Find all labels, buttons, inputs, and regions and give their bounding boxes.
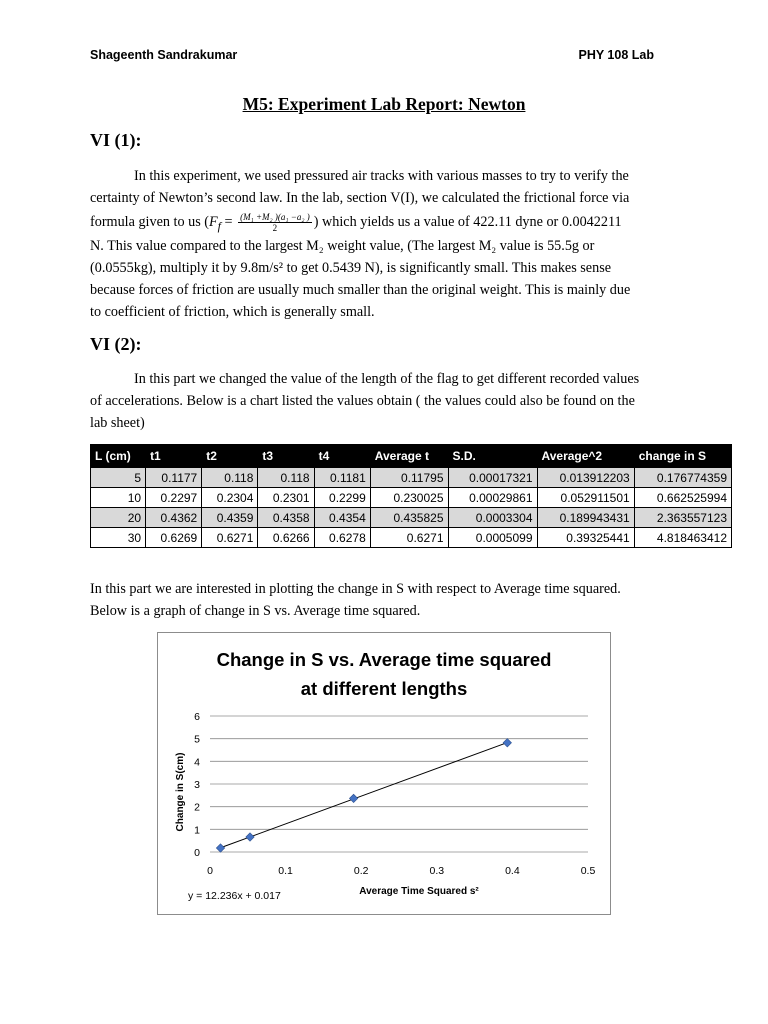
table-row xyxy=(91,488,732,508)
column-header: S.D. xyxy=(448,445,537,468)
y-tick-label: 0 xyxy=(194,847,200,859)
table-cell: 0.4362 xyxy=(146,508,202,528)
table-cell: 0.6278 xyxy=(314,528,370,548)
trendline xyxy=(221,743,508,848)
table-cell: 0.013912203 xyxy=(537,468,634,488)
column-header: t2 xyxy=(202,445,258,468)
y-tick-label: 5 xyxy=(194,733,200,746)
table-cell: 0.435825 xyxy=(370,508,448,528)
chart-title: Change in S vs. Average time squared xyxy=(216,649,552,670)
table-cell: 0.662525994 xyxy=(634,488,731,508)
section2-line: In this part we changed the value of the length of the flag to get different recorded values xyxy=(134,371,640,387)
chart-svg xyxy=(158,633,610,914)
x-tick-label: 0.5 xyxy=(580,865,596,877)
x-tick-label: 0.3 xyxy=(429,865,445,877)
y-tick-label: 6 xyxy=(194,711,200,723)
table-cell: 20 xyxy=(91,508,146,528)
table-row xyxy=(91,508,732,528)
timing-data-table xyxy=(90,444,732,548)
table-cell: 0.6269 xyxy=(146,528,202,548)
table-cell: 0.2299 xyxy=(314,488,370,508)
section1-line: to coefficient of friction, which is generally small. xyxy=(90,304,375,320)
column-header: Average^2 xyxy=(537,445,634,468)
table-cell: 0.176774359 xyxy=(634,468,731,488)
data-point xyxy=(216,844,224,852)
author-name: Shageenth Sandrakumar xyxy=(90,48,238,62)
table-row xyxy=(91,528,732,548)
table-cell: 0.4354 xyxy=(314,508,370,528)
table-cell: 0.39325441 xyxy=(537,528,634,548)
table-cell: 0.052911501 xyxy=(537,488,634,508)
section1-line: certainty of Newton’s second law. In the lab, section V(I), we calculated the frictional force via xyxy=(90,190,630,206)
table-cell: 0.4359 xyxy=(202,508,258,528)
report-title: M5: Experiment Lab Report: Newton xyxy=(242,94,526,114)
table-cell: 2.363557123 xyxy=(634,508,731,528)
column-header: t4 xyxy=(314,445,370,468)
data-point xyxy=(349,794,357,802)
table-cell: 0.189943431 xyxy=(537,508,634,528)
data-point xyxy=(503,739,511,747)
section1-heading: VI (1): xyxy=(90,130,142,150)
column-header: Average t xyxy=(370,445,448,468)
trendline-equation: y = 12.236x + 0.017 xyxy=(188,890,281,902)
section1-paragraph xyxy=(90,165,668,323)
y-tick-label: 4 xyxy=(194,756,200,769)
table-cell: 0.00029861 xyxy=(448,488,537,508)
section1-line: (0.0555kg), multiply it by 9.8m/s² to get 0.5439 N), is significantly small. This makes sense xyxy=(90,260,612,276)
y-tick-label: 3 xyxy=(194,779,200,791)
x-tick-label: 0.4 xyxy=(505,865,520,877)
paragraph3 xyxy=(90,578,668,622)
table-cell: 0.2297 xyxy=(146,488,202,508)
table-cell: 0.1177 xyxy=(146,468,202,488)
x-tick-label: 0.2 xyxy=(353,865,369,877)
x-tick-label: 0 xyxy=(207,865,213,877)
chart-title-line2: at different lengths xyxy=(300,678,468,699)
table-cell: 0.11795 xyxy=(370,468,448,488)
column-header: change in S xyxy=(634,445,731,468)
change-in-s-chart xyxy=(157,632,611,915)
table-cell: 0.6271 xyxy=(370,528,448,548)
section1-line: because forces of friction are usually much smaller than the original weight. This is mainly due xyxy=(90,282,631,298)
paragraph3-line: Below is a graph of change in S vs. Average time squared. xyxy=(90,603,421,619)
table-cell: 4.818463412 xyxy=(634,528,731,548)
table-cell: 0.2304 xyxy=(202,488,258,508)
table-cell: 0.0005099 xyxy=(448,528,537,548)
table-row xyxy=(91,468,732,488)
table-cell: 5 xyxy=(91,468,146,488)
table-cell: 0.2301 xyxy=(258,488,314,508)
table-cell: 0.0003304 xyxy=(448,508,537,528)
table-cell: 0.230025 xyxy=(370,488,448,508)
section2-paragraph xyxy=(90,368,668,434)
table-cell: 0.6271 xyxy=(202,528,258,548)
section1-line: N. This value compared to the largest M₂ weight value, (The largest M₂ value is 55.5g or xyxy=(90,238,595,254)
y-axis-label: Change in S(cm) xyxy=(175,752,186,832)
table-header-row xyxy=(91,445,732,468)
table-cell: 30 xyxy=(91,528,146,548)
column-header: t3 xyxy=(258,445,314,468)
table-cell: 0.4358 xyxy=(258,508,314,528)
section2-line: lab sheet) xyxy=(90,415,145,431)
table-cell: 0.00017321 xyxy=(448,468,537,488)
column-header: L (cm) xyxy=(91,445,146,468)
course-name: PHY 108 Lab xyxy=(578,48,654,62)
formula-line: formula given to us ($F_f$ = $\frac{\text{(M₁ +M₂ )(a₁ −a₂ )}}{2}$ ) which yields us a value of 422.11 dyne or 0.0042211 xyxy=(90,212,622,234)
section2-heading: VI (2): xyxy=(90,334,142,354)
section2-line: of accelerations. Below is a chart listed the values obtain ( the values could also be found on the xyxy=(90,393,635,409)
section1-line: In this experiment, we used pressured air tracks with various masses to try to verify the xyxy=(134,168,629,184)
x-axis-label: Average Time Squared s² xyxy=(359,886,479,897)
table-cell: 0.118 xyxy=(202,468,258,488)
friction-formula-fraction: $\frac{\text{(M₁ +M₂ )(a₁ −a₂ )}}{2}$ xyxy=(240,212,310,234)
table-cell: 0.6266 xyxy=(258,528,314,548)
paragraph3-line: In this part we are interested in plotting the change in S with respect to Average time squared. xyxy=(90,581,621,597)
column-header: t1 xyxy=(146,445,202,468)
table-cell: 0.118 xyxy=(258,468,314,488)
x-tick-label: 0.1 xyxy=(278,865,293,877)
table-cell: 0.1181 xyxy=(314,468,370,488)
y-tick-label: 2 xyxy=(194,801,200,814)
table-cell: 10 xyxy=(91,488,146,508)
data-point xyxy=(246,833,254,841)
y-tick-label: 1 xyxy=(194,824,200,837)
